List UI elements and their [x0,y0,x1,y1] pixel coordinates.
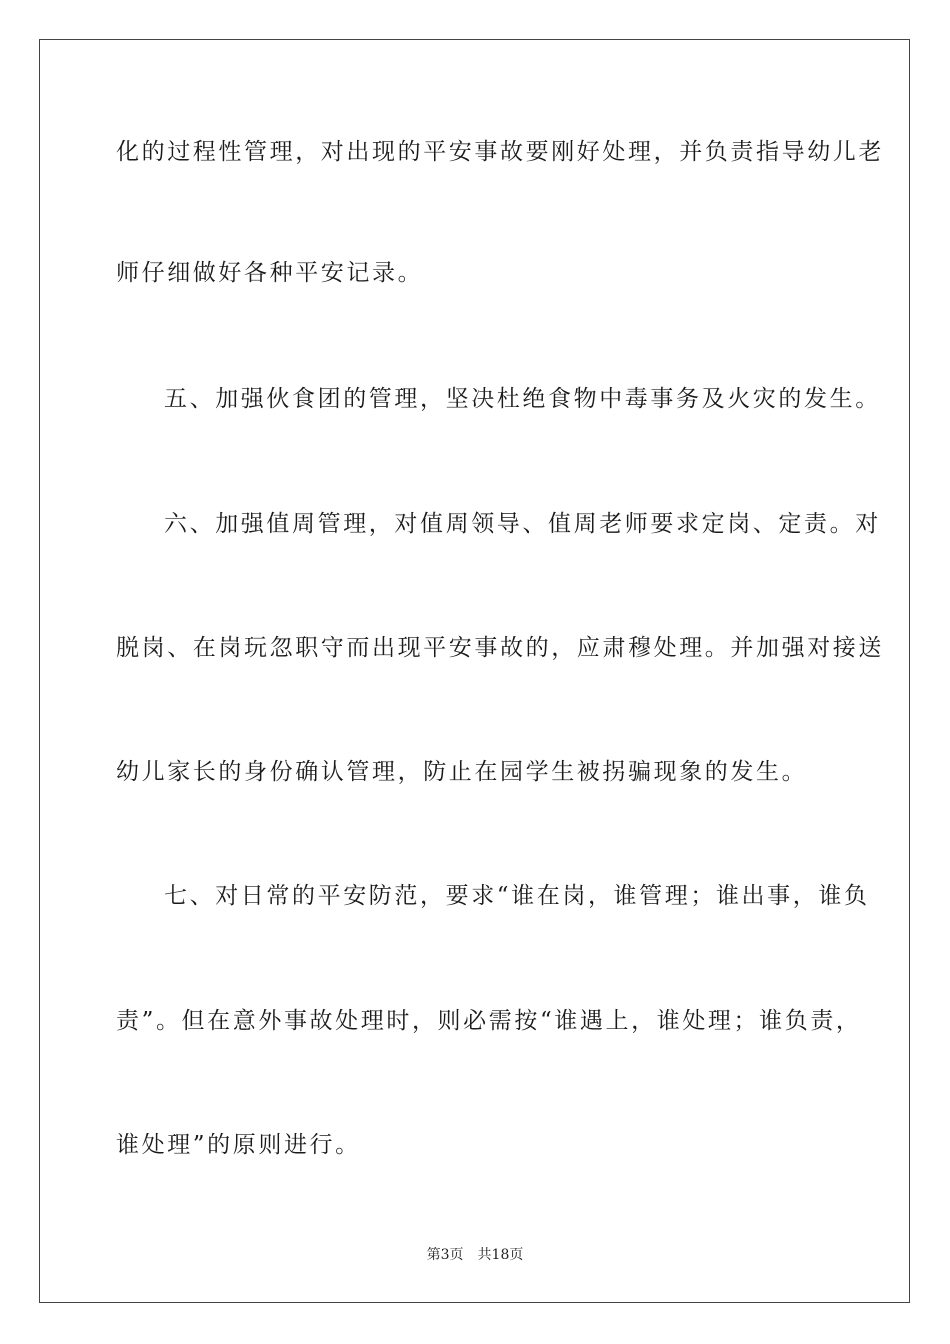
text-line-8: 责”。但在意外事故处理时，则必需按“谁遇上，谁处理；谁负责， [116,1008,862,1034]
page-number: 第3页 [426,1247,464,1263]
text-line-2: 师仔细做好各种平安记录。 [116,260,424,286]
page-footer [0,1246,950,1264]
text-line-6: 幼儿家长的身份确认管理，防止在园学生被拐骗现象的发生。 [116,759,808,785]
page-total: 共18页 [477,1247,524,1263]
text-line-9: 谁处理”的原则进行。 [116,1132,361,1158]
text-line-5: 脱岗、在岗玩忽职守而出现平安事故的，应肃穆处理。并加强对接送 [116,635,884,661]
text-line-4: 六、加强值周管理，对值周领导、值周老师要求定岗、定责。对 [164,511,881,537]
page-border [39,39,910,1303]
text-line-3: 五、加强伙食团的管理，坚决杜绝食物中毒事务及火灾的发生。 [164,386,881,412]
text-line-7: 七、对日常的平安防范，要求“谁在岗，谁管理；谁出事，谁负 [164,883,870,909]
text-line-1: 化的过程性管理，对出现的平安事故要刚好处理，并负责指导幼儿老 [116,139,884,165]
